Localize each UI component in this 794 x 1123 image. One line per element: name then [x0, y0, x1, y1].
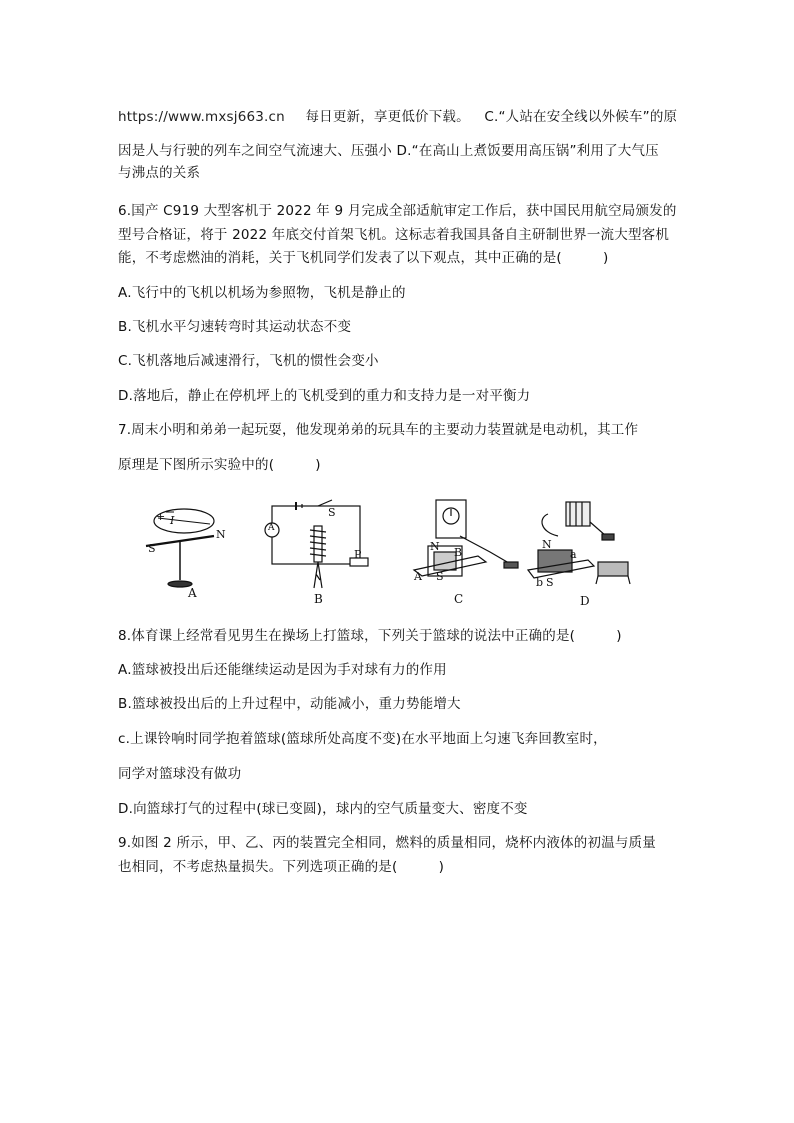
ammeter-label: A [268, 523, 275, 533]
text-line: 与沸点的关系 [118, 165, 201, 181]
switch-label: S [328, 506, 336, 519]
question-7-stem: 原理是下图所示实验中的( ) [118, 457, 321, 473]
plus-label: + [156, 510, 166, 523]
south-pole-label: S [436, 570, 444, 583]
figure-c-label: C [454, 592, 464, 606]
question-6-stem: 能，不考虑燃油的消耗，关于飞机同学们发表了以下观点，其中正确的是( ) [118, 250, 609, 266]
figure-a-label: A [188, 586, 197, 600]
continuation-text: C.“人站在安全线以外候车”的原 [484, 109, 678, 125]
option-d: D.向篮球打气的过程中(球已变圆)，球内的空气质量变大、密度不变 [118, 801, 528, 817]
experiment-diagrams [118, 496, 678, 608]
figure-b-drawing [265, 500, 368, 588]
question-6-stem: 6.国产 C919 大型客机于 2022 年 9 月完成全部适航审定工作后，获中国民用航空局颁发的 [118, 203, 677, 219]
point-a-label: A [414, 570, 422, 583]
option-c-continued: 同学对篮球没有做功 [118, 766, 242, 782]
north-pole-label: N [542, 538, 552, 551]
experiment-figures [118, 496, 678, 608]
question-8-stem: 8.体育课上经常看见男生在操场上打篮球，下列关于篮球的说法中正确的是( ) [118, 628, 622, 644]
terminal-label: P [354, 548, 362, 561]
source-url[interactable]: https://www.mxsj663.cn [118, 109, 285, 125]
point-a-label: a [570, 548, 577, 561]
south-pole-label: S [546, 576, 554, 589]
question-9-stem: 也相同，不考虑热量损失。下列选项正确的是( ) [118, 859, 445, 875]
figure-d-label: D [580, 594, 590, 608]
option-a: A.飞行中的飞机以机场为参照物，飞机是静止的 [118, 285, 406, 301]
option-c: C.飞机落地后减速滑行，飞机的惯性会变小 [118, 353, 379, 369]
header-line [118, 107, 677, 127]
point-b-label: B [454, 546, 463, 559]
north-pole-label: N [216, 528, 226, 541]
option-a: A.篮球被投出后还能继续运动是因为手对球有力的作用 [118, 662, 447, 678]
current-label: I [170, 514, 175, 527]
question-6-stem: 型号合格证，将于 2022 年底交付首架飞机。这标志着我国具备自主研制世界一流大型客机 [118, 227, 670, 243]
option-b: B.篮球被投出后的上升过程中，动能减小，重力势能增大 [118, 696, 461, 712]
option-c: c.上课铃响时同学抱着篮球(篮球所处高度不变)在水平地面上匀速飞奔回教室时， [118, 731, 607, 747]
north-pole-label: N [430, 540, 440, 553]
tagline: 每日更新，享更低价下载。 [305, 109, 470, 125]
figure-b-label: B [314, 592, 323, 606]
point-b-label: b [536, 576, 544, 589]
option-b: B.飞机水平匀速转弯时其运动状态不变 [118, 319, 352, 335]
text-line: 因是人与行驶的列车之间空气流速大、压强小 D.“在高山上煮饭要用高压锅”利用了大气压 [118, 143, 659, 159]
option-d: D.落地后，静止在停机坪上的飞机受到的重力和支持力是一对平衡力 [118, 388, 531, 404]
question-7-stem: 7.周末小明和弟弟一起玩耍，他发现弟弟的玩具车的主要动力装置就是电动机，其工作 [118, 422, 639, 438]
south-pole-label: S [148, 542, 156, 555]
figure-c-drawing [414, 500, 518, 576]
question-9-stem: 9.如图 2 所示，甲、乙、丙的装置完全相同，燃料的质量相同，烧杯内液体的初温与质量 [118, 835, 656, 851]
